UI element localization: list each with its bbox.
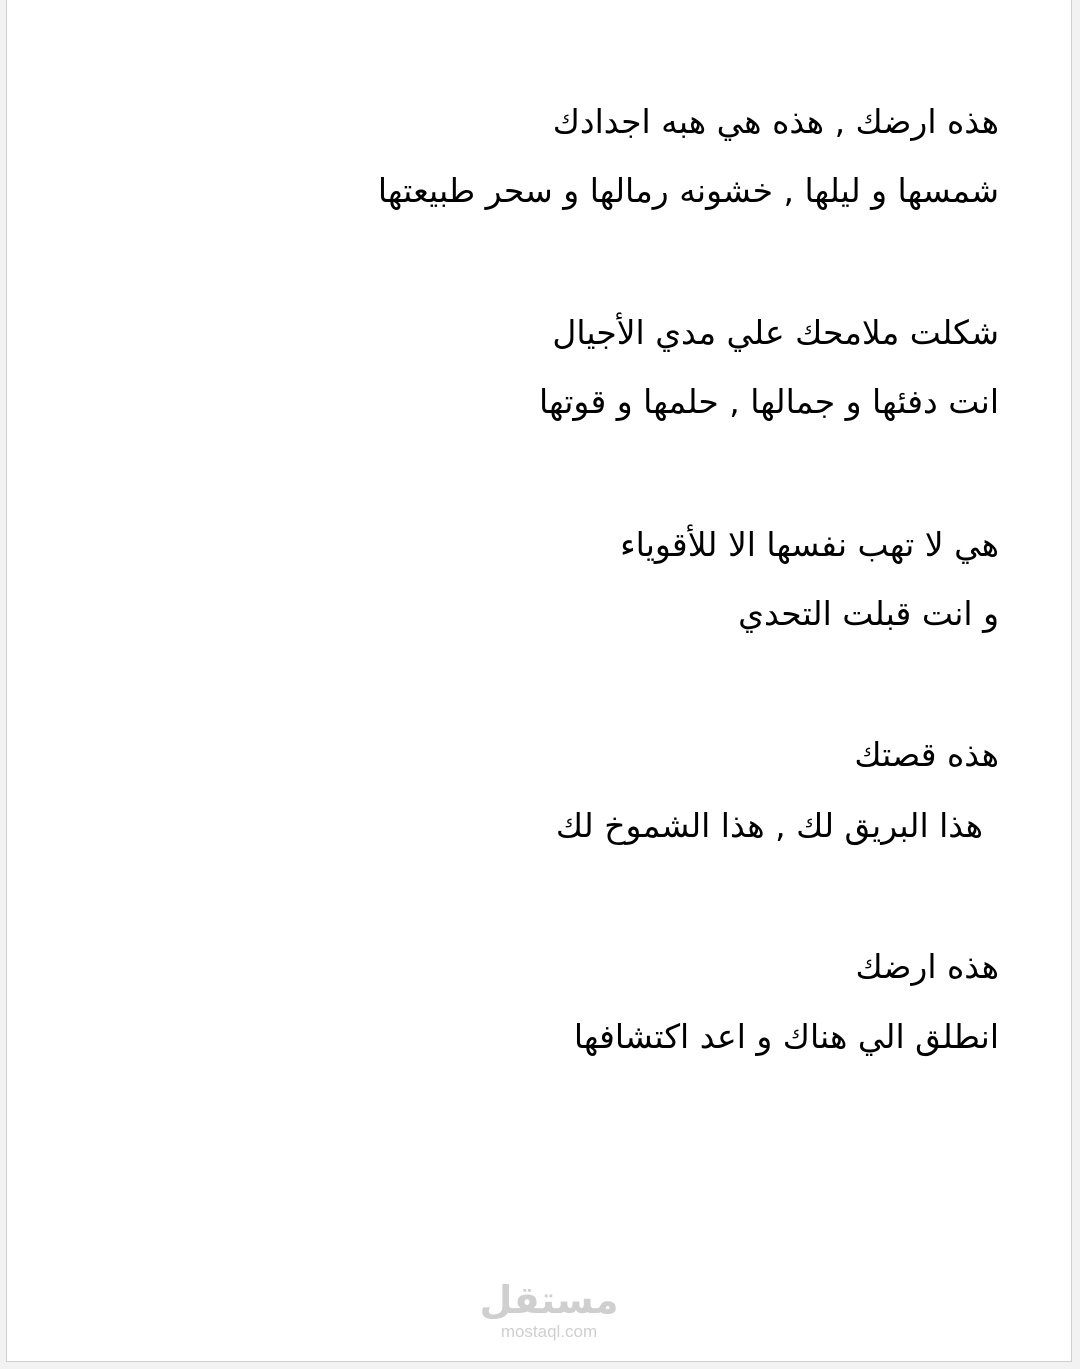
poem-line: شكلت ملامحك علي مدي الأجيال xyxy=(552,313,999,352)
document-page xyxy=(6,0,1072,1362)
watermark-arabic: مستقل xyxy=(479,1278,619,1322)
poem-line: و انت قبلت التحدي xyxy=(738,594,999,633)
poem-line: انت دفئها و جمالها , حلمها و قوتها xyxy=(538,382,999,421)
poem-line: هذه قصتك xyxy=(854,735,999,774)
poem-line: هذه ارضك xyxy=(855,947,999,986)
poem-line: هذه ارضك , هذه هي هبه اجدادك xyxy=(552,102,999,141)
watermark-logo xyxy=(469,1278,629,1342)
poem-line: هذا البريق لك , هذا الشموخ لك xyxy=(555,806,983,845)
poem-line: شمسها و ليلها , خشونه رمالها و سحر طبيعتها xyxy=(377,171,999,210)
watermark-url: mostaql.com xyxy=(500,1322,598,1341)
poem-line: هي لا تهب نفسها الا للأقوياء xyxy=(620,525,999,564)
poem-line: انطلق الي هناك و اعد اكتشافها xyxy=(573,1017,999,1056)
